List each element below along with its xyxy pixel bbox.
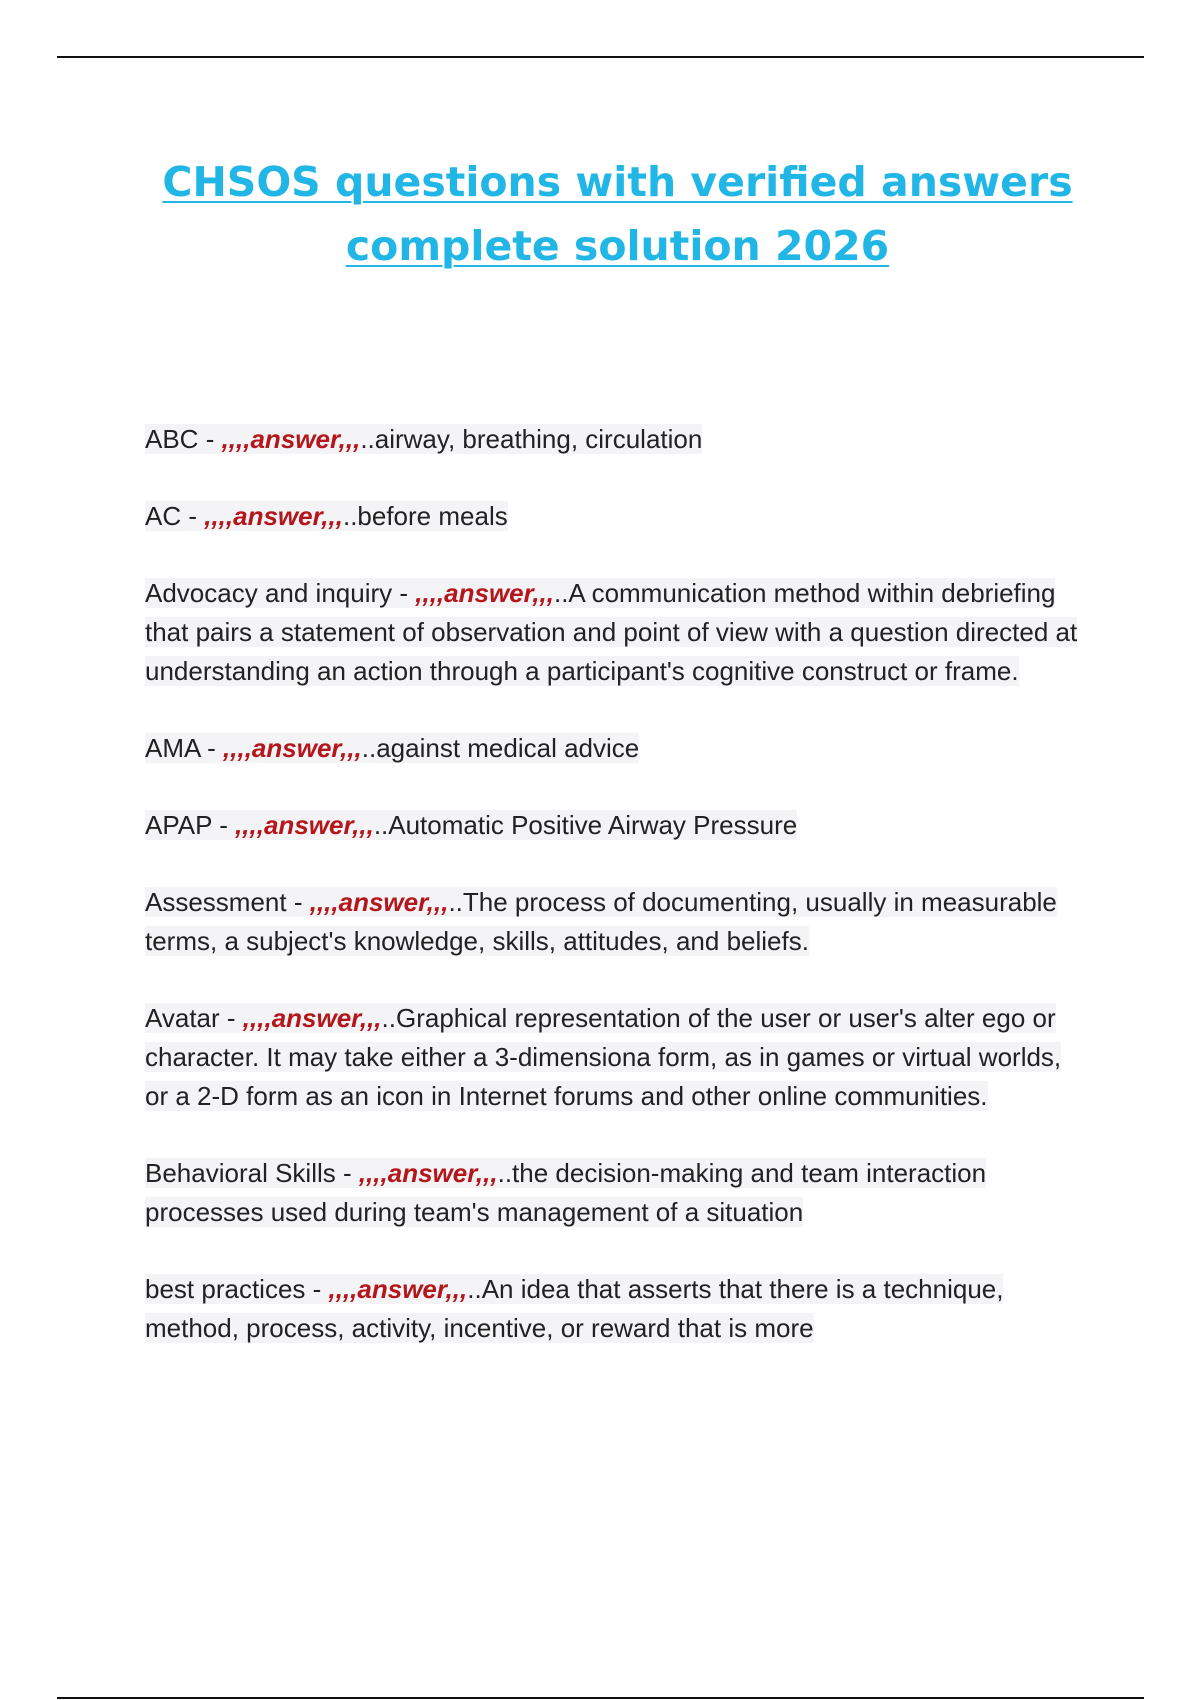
entry-term: Advocacy and inquiry	[145, 578, 393, 608]
entry-term: ABC	[145, 424, 199, 454]
entry-separator: -	[286, 887, 310, 917]
top-rule	[57, 56, 1144, 58]
entry-term: best practices	[145, 1274, 306, 1304]
answer-marker: ,,,,answer,,,	[221, 424, 361, 454]
entry-definition: ..airway, breathing, circulation	[360, 424, 703, 454]
qa-entry-apap	[145, 806, 1090, 845]
entry-separator: -	[219, 1003, 243, 1033]
title-line-1: CHSOS questions with verified answers	[162, 158, 1073, 206]
entry-term: Avatar	[145, 1003, 220, 1033]
entry-separator: -	[198, 424, 222, 454]
qa-entry-behavioral-skills	[145, 1154, 1090, 1232]
qa-entry-ama	[145, 729, 1090, 768]
entry-separator: -	[199, 733, 224, 763]
entry-separator: -	[392, 578, 416, 608]
entry-term: Behavioral Skills	[145, 1158, 336, 1188]
entry-definition: ..before meals	[342, 501, 508, 531]
answer-marker: ,,,,answer,,,	[223, 733, 362, 763]
entry-definition: ..Automatic Positive Airway Pressure	[373, 810, 798, 840]
entry-separator: -	[335, 1158, 359, 1188]
qa-entry-best-practices	[145, 1270, 1090, 1348]
answer-marker: ,,,,answer,,,	[328, 1274, 468, 1304]
entry-definition: ..the decision-making and team interaction processes used during team's management of a situation	[145, 1158, 987, 1227]
entry-term: Assessment	[145, 887, 287, 917]
entry-definition: ..against medical advice	[361, 733, 640, 763]
answer-marker: ,,,,answer,,,	[358, 1158, 498, 1188]
entry-term: AC	[145, 501, 182, 531]
qa-entry-ac	[145, 497, 1090, 536]
entry-separator: -	[305, 1274, 329, 1304]
answer-marker: ,,,,answer,,,	[242, 1003, 382, 1033]
qa-entry-avatar	[145, 999, 1090, 1116]
entry-definition: ..The process of documenting, usually in measurable terms, a subject's knowledge, skills, attitudes, and beliefs.	[145, 887, 1057, 956]
entry-term: APAP	[145, 810, 212, 840]
answer-marker: ,,,,answer,,,	[415, 578, 554, 608]
entry-definition: ..An idea that asserts that there is a technique, method, process, activity, incentive, or reward that is more	[145, 1274, 1004, 1343]
answer-marker: ,,,,answer,,,	[204, 501, 343, 531]
qa-entry-advocacy-and-inquiry	[145, 574, 1090, 691]
qa-entry-abc	[145, 420, 1090, 459]
entry-separator: -	[181, 501, 205, 531]
entry-term: AMA	[145, 733, 200, 763]
title-line-2: complete solution 2026	[345, 222, 890, 270]
document-title	[100, 150, 1135, 278]
entry-separator: -	[211, 810, 236, 840]
qa-list	[145, 420, 1090, 1386]
answer-marker: ,,,,answer,,,	[309, 887, 449, 917]
entry-definition: ..A communication method within debriefing that pairs a statement of observation and point of view with a question directed at understanding an action through a participant's cognitive construct or frame.	[145, 578, 1078, 686]
qa-entry-assessment	[145, 883, 1090, 961]
entry-definition: ..Graphical representation of the user or user's alter ego or character. It may take either a 3-dimensiona form, as in games or virtual worlds, or a 2-D form as an icon in Internet forums and other online communities.	[145, 1003, 1062, 1111]
answer-marker: ,,,,answer,,,	[235, 810, 374, 840]
bottom-rule	[57, 1697, 1144, 1699]
